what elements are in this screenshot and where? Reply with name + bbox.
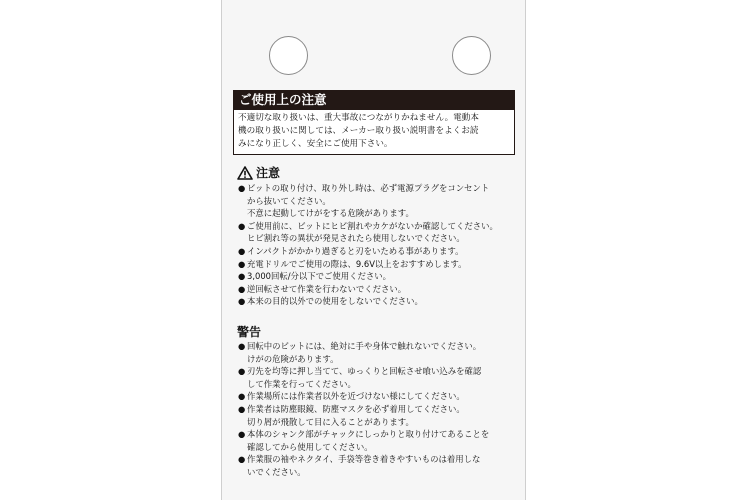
caution-item-text: 充電ドリルでご使用の際は、9.6V以上をおすすめします。 xyxy=(247,258,467,269)
precautions-header: ご使用上の注意 xyxy=(233,90,515,110)
caution-item-text: 3,000回転/分以下でご使用ください。 xyxy=(247,271,392,282)
warning-item-text: いでください。 xyxy=(247,466,306,477)
caution-list xyxy=(238,182,520,308)
caution-title xyxy=(237,164,280,181)
warning-item-text: けがの危険があります。 xyxy=(247,353,339,364)
caution-list-item xyxy=(238,182,520,220)
hang-hole-right xyxy=(452,36,491,75)
bullet-dot: ● xyxy=(238,271,246,282)
warning-item-text: して作業を行ってください。 xyxy=(247,378,356,389)
caution-item-text: インパクトがかかり過ぎると刃をいためる事があります。 xyxy=(247,245,464,256)
warning-list-item xyxy=(238,340,520,365)
bullet-dot: ● xyxy=(238,366,246,377)
caution-item-text: ご使用前に、ビットにヒビ割れやカケがないか確認してください。 xyxy=(247,220,498,231)
warning-title: 警告 xyxy=(237,325,262,339)
warning-item-text: 本体のシャンク部がチャックにしっかりと取り付けてあることを xyxy=(247,429,490,440)
warning-item-text: 回転中のビットには、絶対に手や身体で触れないでください。 xyxy=(247,341,482,351)
bullet-dot: ● xyxy=(238,341,246,351)
caution-item-text: ビットの取り付け、取り外し時は、必ず電源プラグをコンセント xyxy=(247,183,490,193)
notice-line: 機の取り扱いに関しては、メーカー取り扱い説明書をよくお読 xyxy=(238,126,479,136)
warning-item-text: 作業場所には作業者以外を近づけない様にしてください。 xyxy=(247,391,465,402)
bullet-dot: ● xyxy=(238,454,246,465)
warning-item-text: 作業服の袖やネクタイ、手袋等巻き着きやすいものは着用しな xyxy=(247,454,481,465)
warning-item-text: 刃先を均等に押し当てて、ゆっくりと回転させ喰い込みを確認 xyxy=(247,366,482,377)
package-card xyxy=(221,0,526,500)
bullet-dot: ● xyxy=(238,220,246,231)
notice-line: みになり正しく、安全にご使用下さい。 xyxy=(238,139,393,149)
bullet-dot: ● xyxy=(238,245,246,256)
warning-triangle-icon xyxy=(237,166,253,180)
bullet-dot: ● xyxy=(238,403,246,414)
caution-list-item xyxy=(238,283,520,296)
bullet-dot: ● xyxy=(238,391,246,402)
caution-list-item xyxy=(238,270,520,283)
bullet-dot: ● xyxy=(238,429,246,440)
caution-item-text: から抜いてください。 xyxy=(247,195,331,206)
warning-item-text: 確認してから使用してください。 xyxy=(247,441,373,452)
caution-item-text: 逆回転させて作業を行わないでください。 xyxy=(247,283,407,294)
caution-list-item xyxy=(238,220,520,245)
warning-list xyxy=(238,340,520,479)
caution-list-item xyxy=(238,295,520,308)
warning-list-item xyxy=(238,403,520,428)
bullet-dot: ● xyxy=(238,296,246,307)
warning-list-item xyxy=(238,365,520,390)
bullet-dot: ● xyxy=(238,183,246,193)
caution-item-text: 不意に起動してけがをする危険があります。 xyxy=(247,208,414,219)
bullet-dot: ● xyxy=(238,283,246,294)
hang-hole-left xyxy=(269,36,308,75)
caution-item-text: ヒビ割れ等の異状が発見されたら使用しないでください。 xyxy=(247,233,465,244)
caution-item-text: 本来の目的以外での使用をしないでください。 xyxy=(247,296,423,307)
warning-item-text: 切り屑が飛散して目に入ることがあります。 xyxy=(247,416,414,427)
caution-list-item xyxy=(238,258,520,271)
caution-list-item xyxy=(238,245,520,258)
notice-box xyxy=(233,110,515,155)
warning-list-item xyxy=(238,390,520,403)
warning-item-text: 作業者は防塵眼鏡、防塵マスクを必ず着用してください。 xyxy=(247,403,465,414)
warning-list-item xyxy=(238,453,520,478)
notice-line: 不適切な取り扱いは、重大事故につながりかねません。電動本 xyxy=(238,113,479,123)
bullet-dot: ● xyxy=(238,258,246,269)
warning-list-item xyxy=(238,428,520,453)
caution-title-text: 注意 xyxy=(256,166,281,180)
